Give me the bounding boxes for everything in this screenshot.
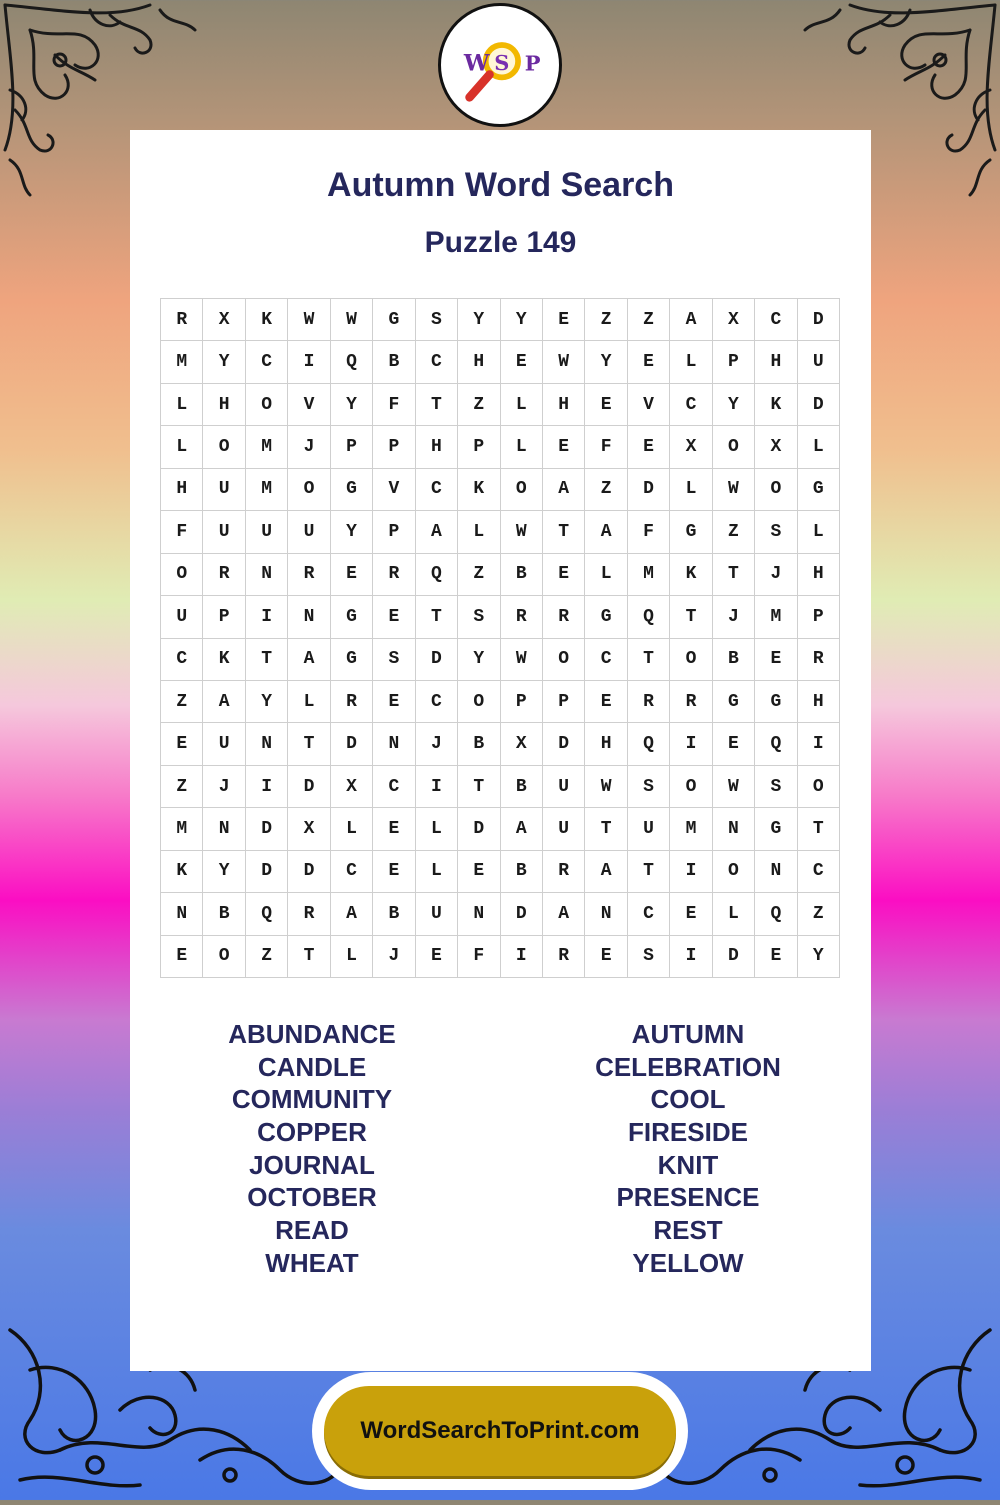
grid-cell[interactable]: C	[798, 851, 840, 893]
grid-cell[interactable]: D	[628, 469, 670, 511]
grid-cell[interactable]: G	[331, 639, 373, 681]
word-list-item: FIRESIDE	[628, 1117, 748, 1148]
grid-cell[interactable]: H	[798, 554, 840, 596]
grid-cell[interactable]: G	[798, 469, 840, 511]
grid-cell[interactable]: R	[501, 596, 543, 638]
grid-cell[interactable]: Q	[755, 893, 797, 935]
grid-cell[interactable]: L	[331, 936, 373, 978]
grid-cell[interactable]: X	[331, 766, 373, 808]
grid-cell[interactable]: V	[373, 469, 415, 511]
grid-cell[interactable]: E	[628, 426, 670, 468]
grid-cell[interactable]: R	[543, 936, 585, 978]
grid-cell[interactable]: E	[331, 554, 373, 596]
grid-cell[interactable]: X	[288, 808, 330, 850]
grid-cell[interactable]: E	[755, 936, 797, 978]
grid-cell[interactable]: N	[246, 554, 288, 596]
grid-cell[interactable]: K	[161, 851, 203, 893]
grid-cell[interactable]: Z	[161, 766, 203, 808]
grid-cell[interactable]: E	[670, 893, 712, 935]
grid-cell[interactable]: L	[798, 511, 840, 553]
grid-cell[interactable]: H	[416, 426, 458, 468]
grid-cell[interactable]: M	[246, 426, 288, 468]
grid-cell[interactable]: D	[331, 723, 373, 765]
word-list-item: JOURNAL	[249, 1149, 375, 1180]
word-list-item: PRESENCE	[616, 1182, 760, 1213]
grid-cell[interactable]: F	[585, 426, 627, 468]
grid-cell[interactable]: F	[161, 511, 203, 553]
grid-cell[interactable]: X	[755, 426, 797, 468]
grid-cell[interactable]: E	[755, 639, 797, 681]
grid-cell[interactable]: Y	[331, 511, 373, 553]
word-list-item: COMMUNITY	[231, 1084, 393, 1115]
grid-cell[interactable]: E	[458, 851, 500, 893]
grid-cell[interactable]: J	[373, 936, 415, 978]
grid-cell[interactable]: L	[288, 681, 330, 723]
grid-cell[interactable]: E	[373, 596, 415, 638]
grid-cell[interactable]: V	[628, 384, 670, 426]
grid-cell[interactable]: T	[288, 723, 330, 765]
website-link-text: WordSearchToPrint.com	[360, 1417, 640, 1444]
grid-cell[interactable]: C	[628, 893, 670, 935]
grid-cell[interactable]: B	[713, 639, 755, 681]
grid-cell[interactable]: R	[543, 596, 585, 638]
grid-cell[interactable]: A	[288, 639, 330, 681]
grid-cell[interactable]: K	[670, 554, 712, 596]
word-list-right-column	[538, 1018, 838, 1280]
grid-cell[interactable]: S	[416, 299, 458, 341]
grid-cell[interactable]: K	[246, 299, 288, 341]
grid-cell[interactable]: H	[161, 469, 203, 511]
grid-cell[interactable]: M	[755, 596, 797, 638]
grid-cell[interactable]: L	[798, 426, 840, 468]
grid-cell[interactable]: S	[373, 639, 415, 681]
grid-cell[interactable]: V	[288, 384, 330, 426]
grid-cell[interactable]: G	[331, 596, 373, 638]
website-button[interactable]	[324, 1386, 676, 1476]
grid-cell[interactable]: I	[416, 766, 458, 808]
grid-cell[interactable]: C	[373, 766, 415, 808]
grid-cell[interactable]: P	[458, 426, 500, 468]
grid-cell[interactable]: P	[713, 341, 755, 383]
grid-cell[interactable]: U	[203, 469, 245, 511]
word-list-item: CANDLE	[257, 1051, 367, 1082]
grid-cell[interactable]: G	[331, 469, 373, 511]
grid-cell[interactable]: C	[246, 341, 288, 383]
wsp-logo[interactable]	[438, 3, 562, 127]
grid-cell[interactable]: Q	[416, 554, 458, 596]
grid-cell[interactable]: P	[798, 596, 840, 638]
magnifier-handle-icon	[470, 75, 490, 98]
grid-cell[interactable]: D	[288, 851, 330, 893]
grid-cell[interactable]: E	[373, 808, 415, 850]
grid-cell[interactable]: Q	[628, 723, 670, 765]
grid-cell[interactable]: C	[416, 341, 458, 383]
grid-cell[interactable]: P	[331, 426, 373, 468]
grid-cell[interactable]: Q	[246, 893, 288, 935]
grid-cell[interactable]: R	[670, 681, 712, 723]
grid-cell[interactable]: T	[670, 596, 712, 638]
grid-cell[interactable]: W	[585, 766, 627, 808]
grid-cell[interactable]: O	[501, 469, 543, 511]
grid-cell[interactable]: G	[670, 511, 712, 553]
grid-cell[interactable]: L	[416, 851, 458, 893]
grid-cell[interactable]: P	[373, 511, 415, 553]
grid-cell[interactable]: I	[288, 341, 330, 383]
grid-cell[interactable]: P	[203, 596, 245, 638]
grid-cell[interactable]: G	[755, 681, 797, 723]
grid-cell[interactable]: D	[501, 893, 543, 935]
word-list-item: AUTUMN	[631, 1019, 745, 1049]
grid-cell[interactable]: M	[161, 808, 203, 850]
grid-cell[interactable]: Y	[203, 341, 245, 383]
grid-cell[interactable]: R	[161, 299, 203, 341]
grid-cell[interactable]: X	[670, 426, 712, 468]
puzzle-title: Autumn Word Search	[327, 166, 674, 204]
word-list-item: YELLOW	[632, 1247, 744, 1278]
grid-cell[interactable]: E	[585, 936, 627, 978]
grid-cell[interactable]: D	[458, 808, 500, 850]
footer-badge	[312, 1372, 688, 1490]
grid-cell[interactable]: J	[203, 766, 245, 808]
grid-cell[interactable]: S	[755, 766, 797, 808]
grid-cell[interactable]: Z	[585, 469, 627, 511]
grid-cell[interactable]: D	[798, 384, 840, 426]
word-list-item: COPPER	[257, 1117, 367, 1148]
grid-cell[interactable]: R	[331, 681, 373, 723]
word-list-item: READ	[275, 1215, 349, 1246]
grid-cell[interactable]: S	[628, 936, 670, 978]
grid-cell[interactable]: I	[798, 723, 840, 765]
grid-cell[interactable]: G	[373, 299, 415, 341]
grid-cell[interactable]: E	[543, 426, 585, 468]
logo-letter-p: P	[524, 50, 541, 76]
grid-cell[interactable]: T	[458, 766, 500, 808]
grid-cell[interactable]: U	[543, 808, 585, 850]
grid-cell[interactable]: T	[543, 511, 585, 553]
grid-cell[interactable]: C	[416, 681, 458, 723]
grid-cell[interactable]: K	[755, 384, 797, 426]
logo-letter-s: S	[494, 49, 510, 75]
grid-cell[interactable]: Z	[628, 299, 670, 341]
grid-cell[interactable]: K	[203, 639, 245, 681]
grid-cell[interactable]: O	[246, 384, 288, 426]
grid-cell[interactable]: E	[543, 299, 585, 341]
grid-cell[interactable]: T	[288, 936, 330, 978]
grid-cell[interactable]: E	[161, 936, 203, 978]
grid-cell[interactable]: K	[458, 469, 500, 511]
grid-cell[interactable]: U	[416, 893, 458, 935]
grid-cell[interactable]: L	[585, 554, 627, 596]
grid-cell[interactable]: N	[373, 723, 415, 765]
grid-cell[interactable]: R	[288, 893, 330, 935]
grid-cell[interactable]: O	[755, 469, 797, 511]
grid-cell[interactable]: X	[501, 723, 543, 765]
grid-cell[interactable]: L	[161, 426, 203, 468]
grid-cell[interactable]: U	[288, 511, 330, 553]
grid-cell[interactable]: R	[373, 554, 415, 596]
grid-cell[interactable]: Y	[798, 936, 840, 978]
grid-cell[interactable]: E	[501, 341, 543, 383]
grid-cell[interactable]: O	[670, 639, 712, 681]
grid-cell[interactable]: N	[161, 893, 203, 935]
grid-cell[interactable]: A	[501, 808, 543, 850]
grid-cell[interactable]: B	[373, 341, 415, 383]
grid-cell[interactable]: U	[203, 511, 245, 553]
grid-cell[interactable]: E	[373, 851, 415, 893]
grid-cell[interactable]: L	[161, 384, 203, 426]
grid-cell[interactable]: J	[416, 723, 458, 765]
grid-cell[interactable]: O	[203, 936, 245, 978]
grid-cell[interactable]: L	[501, 384, 543, 426]
grid-cell[interactable]: O	[458, 681, 500, 723]
grid-cell[interactable]: Z	[161, 681, 203, 723]
grid-cell[interactable]: C	[416, 469, 458, 511]
grid-cell[interactable]: I	[670, 851, 712, 893]
word-list-left-column	[162, 1018, 462, 1280]
grid-cell[interactable]: W	[331, 299, 373, 341]
logo-letter-w: W	[463, 50, 490, 77]
grid-cell[interactable]: E	[585, 384, 627, 426]
grid-cell[interactable]: Z	[246, 936, 288, 978]
grid-cell[interactable]: Y	[713, 384, 755, 426]
grid-cell[interactable]: R	[628, 681, 670, 723]
grid-cell[interactable]: C	[755, 299, 797, 341]
grid-cell[interactable]: L	[416, 808, 458, 850]
grid-cell[interactable]: U	[628, 808, 670, 850]
grid-cell[interactable]: Z	[798, 893, 840, 935]
grid-cell[interactable]: L	[331, 808, 373, 850]
grid-cell[interactable]: Z	[585, 299, 627, 341]
grid-cell[interactable]: O	[288, 469, 330, 511]
grid-cell[interactable]: B	[458, 723, 500, 765]
grid-cell[interactable]: Y	[501, 299, 543, 341]
grid-cell[interactable]: D	[246, 851, 288, 893]
grid-cell[interactable]: A	[203, 681, 245, 723]
grid-cell[interactable]: N	[713, 808, 755, 850]
grid-cell[interactable]: M	[246, 469, 288, 511]
grid-cell[interactable]: O	[543, 639, 585, 681]
grid-cell[interactable]: D	[288, 766, 330, 808]
grid-cell[interactable]: D	[246, 808, 288, 850]
grid-cell[interactable]: Y	[585, 341, 627, 383]
grid-cell[interactable]: Y	[331, 384, 373, 426]
grid-cell[interactable]: L	[713, 893, 755, 935]
grid-cell[interactable]: A	[416, 511, 458, 553]
grid-cell[interactable]: B	[501, 554, 543, 596]
grid-cell[interactable]: C	[585, 639, 627, 681]
grid-cell[interactable]: U	[798, 341, 840, 383]
grid-cell[interactable]: T	[416, 384, 458, 426]
grid-cell[interactable]: Z	[458, 554, 500, 596]
grid-cell[interactable]: B	[501, 766, 543, 808]
puzzle-panel	[130, 130, 871, 1371]
grid-cell[interactable]: T	[628, 851, 670, 893]
grid-cell[interactable]: H	[585, 723, 627, 765]
grid-cell[interactable]: X	[713, 299, 755, 341]
word-list-item: REST	[653, 1215, 723, 1246]
grid-cell[interactable]: F	[373, 384, 415, 426]
grid-cell[interactable]: I	[246, 766, 288, 808]
grid-cell[interactable]: F	[458, 936, 500, 978]
grid-cell[interactable]: A	[543, 893, 585, 935]
grid-cell[interactable]: Z	[458, 384, 500, 426]
grid-cell[interactable]: I	[670, 936, 712, 978]
word-list-item: WHEAT	[265, 1247, 359, 1278]
word-list-item: OCTOBER	[247, 1182, 377, 1213]
grid-cell[interactable]: Y	[246, 681, 288, 723]
word-list-item: COOL	[650, 1084, 726, 1115]
grid-cell[interactable]: E	[373, 681, 415, 723]
grid-cell[interactable]: W	[713, 469, 755, 511]
grid-cell[interactable]: J	[713, 596, 755, 638]
grid-cell[interactable]: R	[203, 554, 245, 596]
grid-cell[interactable]: Y	[203, 851, 245, 893]
grid-cell[interactable]: S	[458, 596, 500, 638]
grid-cell[interactable]: C	[161, 639, 203, 681]
word-list-item: ABUNDANCE	[228, 1019, 396, 1049]
grid-cell[interactable]: P	[373, 426, 415, 468]
grid-cell[interactable]: E	[713, 723, 755, 765]
grid-cell[interactable]: O	[203, 426, 245, 468]
grid-cell[interactable]: A	[585, 511, 627, 553]
grid-cell[interactable]: J	[288, 426, 330, 468]
grid-cell[interactable]: N	[288, 596, 330, 638]
grid-cell[interactable]: W	[501, 511, 543, 553]
grid-cell[interactable]: N	[458, 893, 500, 935]
grid-cell[interactable]: X	[203, 299, 245, 341]
grid-cell[interactable]: Y	[458, 299, 500, 341]
grid-cell[interactable]: T	[798, 808, 840, 850]
grid-cell[interactable]: E	[161, 723, 203, 765]
grid-cell[interactable]: N	[755, 851, 797, 893]
grid-cell[interactable]: W	[501, 639, 543, 681]
grid-cell[interactable]: O	[161, 554, 203, 596]
grid-cell[interactable]: G	[713, 681, 755, 723]
grid-cell[interactable]: U	[246, 511, 288, 553]
grid-cell[interactable]: B	[501, 851, 543, 893]
grid-cell[interactable]: B	[373, 893, 415, 935]
grid-cell[interactable]: D	[416, 639, 458, 681]
grid-cell[interactable]: H	[203, 384, 245, 426]
grid-cell[interactable]: O	[670, 766, 712, 808]
letter-grid[interactable]	[160, 298, 840, 978]
grid-cell[interactable]: R	[798, 639, 840, 681]
grid-cell[interactable]: H	[755, 341, 797, 383]
grid-cell[interactable]: T	[713, 554, 755, 596]
word-list-item: CELEBRATION	[595, 1051, 781, 1082]
grid-cell[interactable]: T	[246, 639, 288, 681]
grid-cell[interactable]: W	[288, 299, 330, 341]
grid-cell[interactable]: M	[670, 808, 712, 850]
grid-cell[interactable]: O	[713, 426, 755, 468]
grid-cell[interactable]: D	[543, 723, 585, 765]
grid-cell[interactable]: Q	[628, 596, 670, 638]
grid-cell[interactable]: T	[628, 639, 670, 681]
grid-cell[interactable]: E	[543, 554, 585, 596]
grid-cell[interactable]: F	[628, 511, 670, 553]
grid-cell[interactable]: N	[585, 893, 627, 935]
grid-cell[interactable]: E	[416, 936, 458, 978]
grid-cell[interactable]: Q	[755, 723, 797, 765]
grid-cell[interactable]: S	[628, 766, 670, 808]
grid-cell[interactable]: N	[203, 808, 245, 850]
grid-cell[interactable]: G	[585, 596, 627, 638]
grid-cell[interactable]: W	[543, 341, 585, 383]
grid-cell[interactable]: M	[161, 341, 203, 383]
grid-cell[interactable]: M	[628, 554, 670, 596]
grid-cell[interactable]: A	[670, 299, 712, 341]
grid-cell[interactable]: I	[246, 596, 288, 638]
grid-cell[interactable]: R	[288, 554, 330, 596]
word-list-item: KNIT	[657, 1149, 719, 1180]
grid-cell[interactable]: L	[501, 426, 543, 468]
grid-cell[interactable]: E	[585, 681, 627, 723]
grid-cell[interactable]: Y	[458, 639, 500, 681]
grid-cell[interactable]: L	[670, 341, 712, 383]
puzzle-number: Puzzle 149	[424, 226, 577, 259]
grid-cell[interactable]: D	[798, 299, 840, 341]
grid-cell[interactable]: H	[543, 384, 585, 426]
grid-cell[interactable]: N	[246, 723, 288, 765]
grid-cell[interactable]: H	[458, 341, 500, 383]
grid-cell[interactable]: H	[798, 681, 840, 723]
grid-cell[interactable]: C	[670, 384, 712, 426]
grid-cell[interactable]: C	[331, 851, 373, 893]
grid-cell[interactable]: A	[331, 893, 373, 935]
grid-cell[interactable]: L	[458, 511, 500, 553]
grid-cell[interactable]: E	[628, 341, 670, 383]
grid-cell[interactable]: G	[755, 808, 797, 850]
grid-cell[interactable]: D	[713, 936, 755, 978]
grid-cell[interactable]: U	[543, 766, 585, 808]
grid-cell[interactable]: I	[501, 936, 543, 978]
grid-cell[interactable]: U	[161, 596, 203, 638]
grid-cell[interactable]: T	[585, 808, 627, 850]
grid-cell[interactable]: O	[713, 851, 755, 893]
grid-cell[interactable]: B	[203, 893, 245, 935]
grid-cell[interactable]: Z	[713, 511, 755, 553]
grid-cell[interactable]: A	[543, 469, 585, 511]
grid-cell[interactable]: L	[670, 469, 712, 511]
grid-cell[interactable]: J	[755, 554, 797, 596]
grid-cell[interactable]: W	[713, 766, 755, 808]
grid-cell[interactable]: A	[585, 851, 627, 893]
grid-cell[interactable]: I	[670, 723, 712, 765]
grid-cell[interactable]: P	[501, 681, 543, 723]
grid-cell[interactable]: T	[416, 596, 458, 638]
grid-cell[interactable]: R	[543, 851, 585, 893]
grid-cell[interactable]: Q	[331, 341, 373, 383]
grid-cell[interactable]: P	[543, 681, 585, 723]
grid-cell[interactable]: S	[755, 511, 797, 553]
grid-cell[interactable]: O	[798, 766, 840, 808]
grid-cell[interactable]: U	[203, 723, 245, 765]
